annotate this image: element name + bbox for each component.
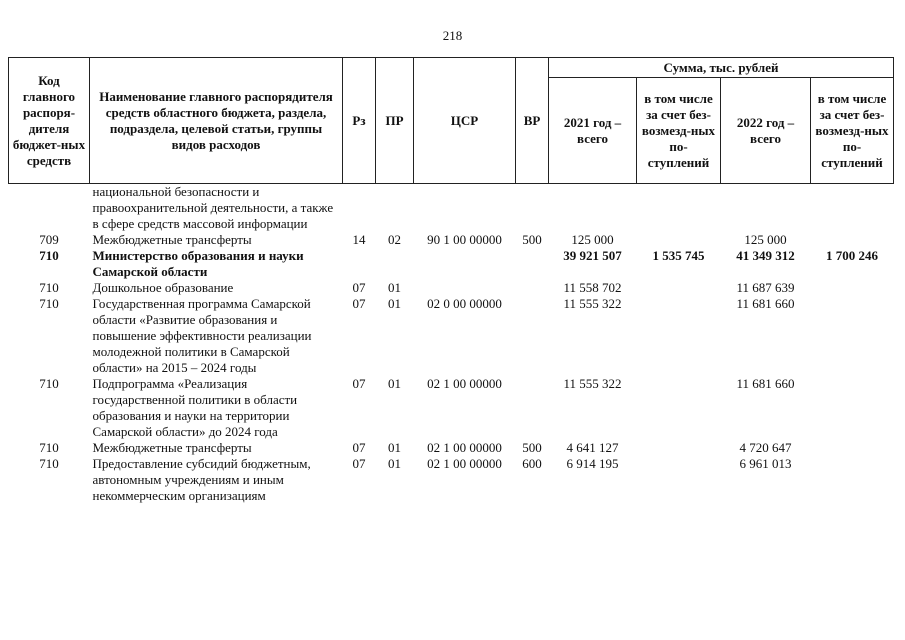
cell-code: 710 (39, 456, 59, 471)
cell-csr (414, 248, 516, 280)
cell-2022-grants (811, 440, 894, 456)
header-2022-grants: в том числе за счет без-возмезд-ных по-ступлений (811, 78, 894, 184)
header-2021-grants: в том числе за счет без-возмезд-ных по-ступлений (637, 78, 721, 184)
header-pr: ПР (376, 58, 414, 184)
cell-csr: 02 0 00 00000 (427, 296, 502, 311)
cell-2022-total: 11 681 660 (736, 376, 795, 391)
header-2021-total: 2021 год – всего (549, 78, 637, 184)
cell-rz: 07 (352, 440, 366, 455)
cell-2022-total (721, 184, 811, 233)
cell-vr: 600 (522, 456, 542, 471)
header-vr: ВР (516, 58, 549, 184)
cell-2022-total: 41 349 312 (736, 248, 795, 263)
cell-2021-grants (637, 440, 721, 456)
cell-csr (414, 280, 516, 296)
cell-name: Межбюджетные трансферты (92, 232, 252, 247)
cell-2021-total: 39 921 507 (563, 248, 622, 263)
cell-rz: 07 (352, 296, 366, 311)
cell-2021-grants: 1 535 745 (652, 248, 705, 263)
cell-pr: 01 (388, 440, 401, 455)
cell-2022-grants (811, 280, 894, 296)
cell-2021-grants (637, 184, 721, 233)
cell-2021-total: 11 555 322 (563, 296, 622, 311)
cell-name: Министерство образования и науки Самарской области (92, 248, 304, 279)
cell-2022-grants (811, 376, 894, 440)
table-row (9, 440, 894, 456)
cell-2022-total: 4 720 647 (739, 440, 792, 455)
cell-2021-total: 11 558 702 (563, 280, 622, 295)
cell-name: Подпрограмма «Реализация государственной политики в области образования и науки на территории Самарской области» до 2024 года (92, 376, 298, 439)
cell-2021-total: 125 000 (571, 232, 614, 247)
cell-vr (516, 184, 549, 233)
cell-csr: 02 1 00 00000 (427, 440, 502, 455)
cell-vr: 500 (522, 440, 542, 455)
table-row (9, 456, 894, 504)
cell-name: Государственная программа Самарской области «Развитие образования и повышение эффективности реализации молодежной политики в Самарской области» на 2015 – 2024 годы (92, 296, 312, 375)
cell-2021-grants (637, 232, 721, 248)
cell-code: 710 (39, 248, 59, 263)
cell-code: 709 (39, 232, 59, 247)
cell-2021-grants (637, 376, 721, 440)
cell-rz: 07 (352, 456, 366, 471)
cell-2022-grants (811, 184, 894, 233)
table-body (9, 184, 894, 505)
cell-2022-total: 11 681 660 (736, 296, 795, 311)
table-header (9, 58, 894, 184)
cell-vr (516, 248, 549, 280)
cell-name: Дошкольное образование (92, 280, 234, 295)
cell-vr (516, 296, 549, 376)
cell-pr: 01 (388, 456, 401, 471)
cell-rz (343, 184, 376, 233)
cell-2021-grants (637, 296, 721, 376)
cell-csr: 02 1 00 00000 (427, 456, 502, 471)
cell-2022-total: 125 000 (744, 232, 787, 247)
cell-csr (414, 184, 516, 233)
budget-table (8, 57, 894, 504)
cell-csr: 90 1 00 00000 (427, 232, 502, 247)
cell-code (9, 184, 90, 233)
cell-code: 710 (39, 440, 59, 455)
header-code: Код главного распоря-дителя бюджет-ных средств (9, 58, 90, 184)
cell-pr: 01 (388, 296, 401, 311)
cell-code: 710 (39, 376, 59, 391)
cell-2021-total (549, 184, 637, 233)
cell-csr: 02 1 00 00000 (427, 376, 502, 391)
cell-rz: 07 (352, 376, 366, 391)
header-sum: Сумма, тыс. рублей (549, 58, 894, 78)
cell-name: Межбюджетные трансферты (92, 440, 252, 455)
cell-name: национальной безопасности и правоохранительной деятельности, а также в сфере средств массовой информации (92, 184, 334, 231)
cell-2022-grants (811, 232, 894, 248)
cell-rz (343, 248, 376, 280)
cell-2021-grants (637, 280, 721, 296)
cell-2022-grants (811, 296, 894, 376)
cell-pr (376, 248, 414, 280)
header-2022-total: 2022 год – всего (721, 78, 811, 184)
table-row (9, 184, 894, 233)
table-row (9, 232, 894, 248)
cell-pr (376, 184, 414, 233)
header-name: Наименование главного распорядителя средств областного бюджета, раздела, подраздела, целевой статьи, группы видов расходов (90, 58, 343, 184)
header-csr: ЦСР (414, 58, 516, 184)
table-row (9, 296, 894, 376)
cell-2021-total: 4 641 127 (566, 440, 619, 455)
cell-code: 710 (39, 280, 59, 295)
page-number: 218 (442, 28, 463, 43)
cell-2022-total: 11 687 639 (736, 280, 795, 295)
cell-pr: 01 (388, 280, 401, 295)
table-row (9, 280, 894, 296)
cell-2022-grants: 1 700 246 (826, 248, 878, 263)
cell-name: Предоставление субсидий бюджетным, автономным учреждениям и иным некоммерческим организациям (92, 456, 311, 503)
cell-2021-total: 6 914 195 (566, 456, 619, 471)
cell-vr (516, 376, 549, 440)
cell-vr (516, 280, 549, 296)
cell-code: 710 (39, 296, 59, 311)
cell-2021-total: 11 555 322 (563, 376, 622, 391)
cell-rz: 07 (352, 280, 366, 295)
table-row (9, 376, 894, 440)
cell-rz: 14 (352, 232, 366, 247)
header-rz: Рз (343, 58, 376, 184)
cell-2022-grants (811, 456, 894, 504)
cell-pr: 02 (388, 232, 401, 247)
cell-2021-grants (637, 456, 721, 504)
cell-2022-total: 6 961 013 (739, 456, 792, 471)
cell-vr: 500 (522, 232, 542, 247)
table-row (9, 248, 894, 280)
cell-pr: 01 (388, 376, 401, 391)
